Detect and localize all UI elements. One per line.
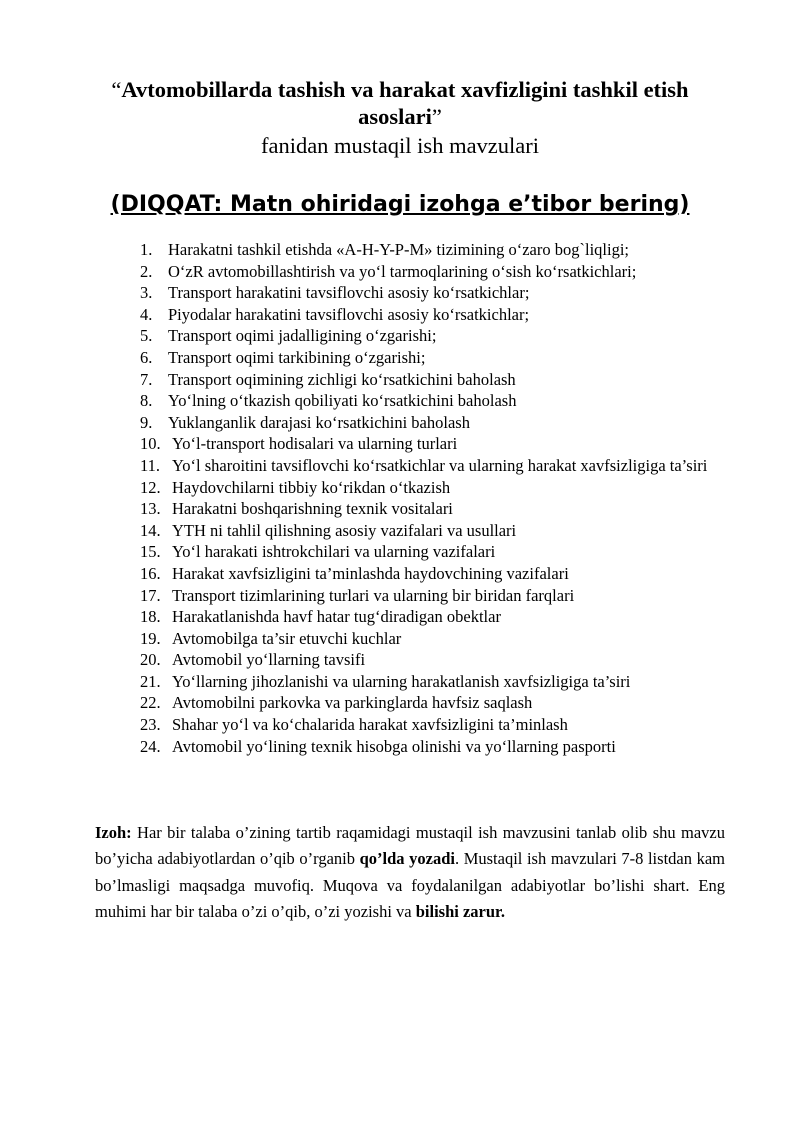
topic-number: 22. (140, 693, 161, 713)
topic-text: Harakatni boshqarishning texnik vositalari (172, 499, 453, 519)
note-text-part2: . Mustaqil ish mavzulari 7-8 listdan kam bo’lmasligi maqsadga muvofiq. Muqova va foydalanilgan adabiyotlar bo’lishi shart. Eng muhimi har bir talaba o’zi o’qib, o’zi yozishi va (95, 849, 725, 922)
topic-number: 20. (140, 650, 161, 670)
note-bold-must-know: bilishi zarur. (415, 902, 505, 922)
topic-text: Avtomobil yo‘lining texnik hisobga olinishi va yo‘llarning pasporti (172, 736, 616, 756)
topic-number: 17. (140, 585, 161, 605)
topic-item (140, 736, 725, 758)
topic-text: Transport oqimining zichligi ko‘rsatkichini baholash (168, 369, 516, 389)
topic-number: 16. (140, 563, 161, 583)
topic-number: 1. (140, 240, 153, 259)
topic-text: Transport tizimlarining turlari va ularning bir biridan farqlari (172, 585, 575, 605)
topic-item (140, 261, 725, 283)
topic-text: YTH ni tahlil qilishning asosiy vazifalari va usullari (172, 520, 517, 540)
topic-number: 13. (140, 499, 161, 519)
topic-item (140, 563, 725, 585)
note-bold-handwrite: qo’lda yozadi (359, 849, 455, 869)
title-close-quote: ” (431, 104, 442, 129)
topic-item (140, 304, 725, 326)
topic-text: Yo‘l-transport hodisalari va ularning turlari (172, 434, 458, 454)
document-subtitle: fanidan mustaqil ish mavzulari (260, 133, 540, 158)
topic-number: 4. (140, 304, 153, 324)
topic-item (140, 541, 725, 563)
topic-item (140, 325, 725, 347)
topic-item (140, 498, 725, 520)
topic-number: 15. (140, 542, 161, 562)
topic-text: Harakat xavfsizligini ta’minlashda haydovchining vazifalari (172, 563, 569, 583)
attention-notice: (DIQQAT: Matn ohiridagi izohga e’tibor bering) (110, 192, 690, 217)
topic-number: 21. (140, 671, 161, 691)
topic-text: Yo‘lning o‘tkazish qobiliyati ko‘rsatkichini baholash (168, 391, 517, 411)
topic-text: Haydovchilarni tibbiy ko‘rikdan o‘tkazish (172, 477, 451, 497)
topic-item (140, 412, 725, 434)
title-open-quote: “ (111, 77, 122, 102)
topic-number: 7. (140, 369, 153, 389)
topic-number: 12. (140, 477, 161, 497)
topic-item (140, 692, 725, 714)
topic-item (140, 455, 725, 477)
topic-item (140, 628, 725, 650)
topic-text: Piyodalar harakatini tavsiflovchi asosiy ko‘rsatkichlar; (168, 304, 530, 324)
topic-text: Transport harakatini tavsiflovchi asosiy ko‘rsatkichlar; (168, 283, 530, 303)
topic-number: 23. (140, 715, 161, 735)
topic-number: 11. (140, 455, 161, 475)
topic-item (140, 347, 725, 369)
title-bold-text: Avtomobillarda tashish va harakat xavfizligini tashkil etish asoslari (121, 77, 689, 129)
topic-number: 8. (140, 391, 153, 411)
document-title (80, 76, 720, 130)
note-text-part1: Har bir talaba o’zining tartib raqamidagi mustaqil ish mavzusini tanlab olib shu mavzu bo’yicha adabiyotlardan o’qib o’rganib (95, 823, 725, 869)
topic-number: 24. (140, 736, 161, 756)
topic-item (140, 585, 725, 607)
topic-text: Transport oqimi jadalligining o‘zgarishi; (168, 326, 437, 346)
topic-number: 10. (140, 434, 161, 454)
topic-text: Avtomobilni parkovka va parkinglarda havfsiz saqlash (172, 693, 533, 713)
note-paragraph (95, 820, 725, 926)
topic-text: Avtomobil yo‘llarning tavsifi (172, 650, 366, 670)
topic-number: 5. (140, 326, 153, 346)
topic-text: Yo‘llarning jihozlanishi va ularning harakatlanish xavfsizligiga ta’siri (172, 671, 631, 691)
topic-text: Avtomobilga ta’sir etuvchi kuchlar (172, 628, 402, 648)
topic-item (140, 433, 725, 455)
topic-text: Shahar yo‘l va ko‘chalarida harakat xavfsizligini ta’minlash (172, 715, 568, 735)
topic-text: Transport oqimi tarkibining o‘zgarishi; (168, 347, 426, 367)
topic-text: O‘zR avtomobillashtirish va yo‘l tarmoqlarining o‘sish ko‘rsatkichlari; (168, 261, 637, 281)
topic-item (140, 390, 725, 412)
topic-text: Yo‘l sharoitini tavsiflovchi ko‘rsatkichlar va ularning harakat xavfsizligiga ta’siri (172, 455, 708, 475)
topic-number: 3. (140, 283, 153, 303)
topic-item (140, 477, 725, 499)
topic-number: 9. (140, 412, 153, 432)
topic-text: Yo‘l harakati ishtrokchilari va ularning vazifalari (172, 542, 496, 562)
topic-number: 6. (140, 347, 153, 367)
note-label: Izoh: (95, 823, 132, 842)
topic-text: Harakatlanishda havf hatar tug‘diradigan obektlar (172, 607, 501, 627)
topic-item (140, 714, 725, 736)
topic-number: 18. (140, 607, 161, 627)
topic-item (140, 282, 725, 304)
topic-number: 2. (140, 261, 153, 281)
topic-item (140, 606, 725, 628)
topic-item (140, 369, 725, 391)
topic-item (140, 520, 725, 542)
topic-list (140, 239, 725, 757)
topic-text: Yuklanganlik darajasi ko‘rsatkichini baholash (168, 412, 470, 432)
topic-item (140, 649, 725, 671)
topic-item (140, 671, 725, 693)
topic-number: 14. (140, 520, 161, 540)
topic-item (140, 239, 725, 261)
topic-number: 19. (140, 628, 161, 648)
topic-text: Harakatni tashkil etishda «A-H-Y-P-M» tizimining o‘zaro bog`liqligi; (168, 240, 629, 259)
